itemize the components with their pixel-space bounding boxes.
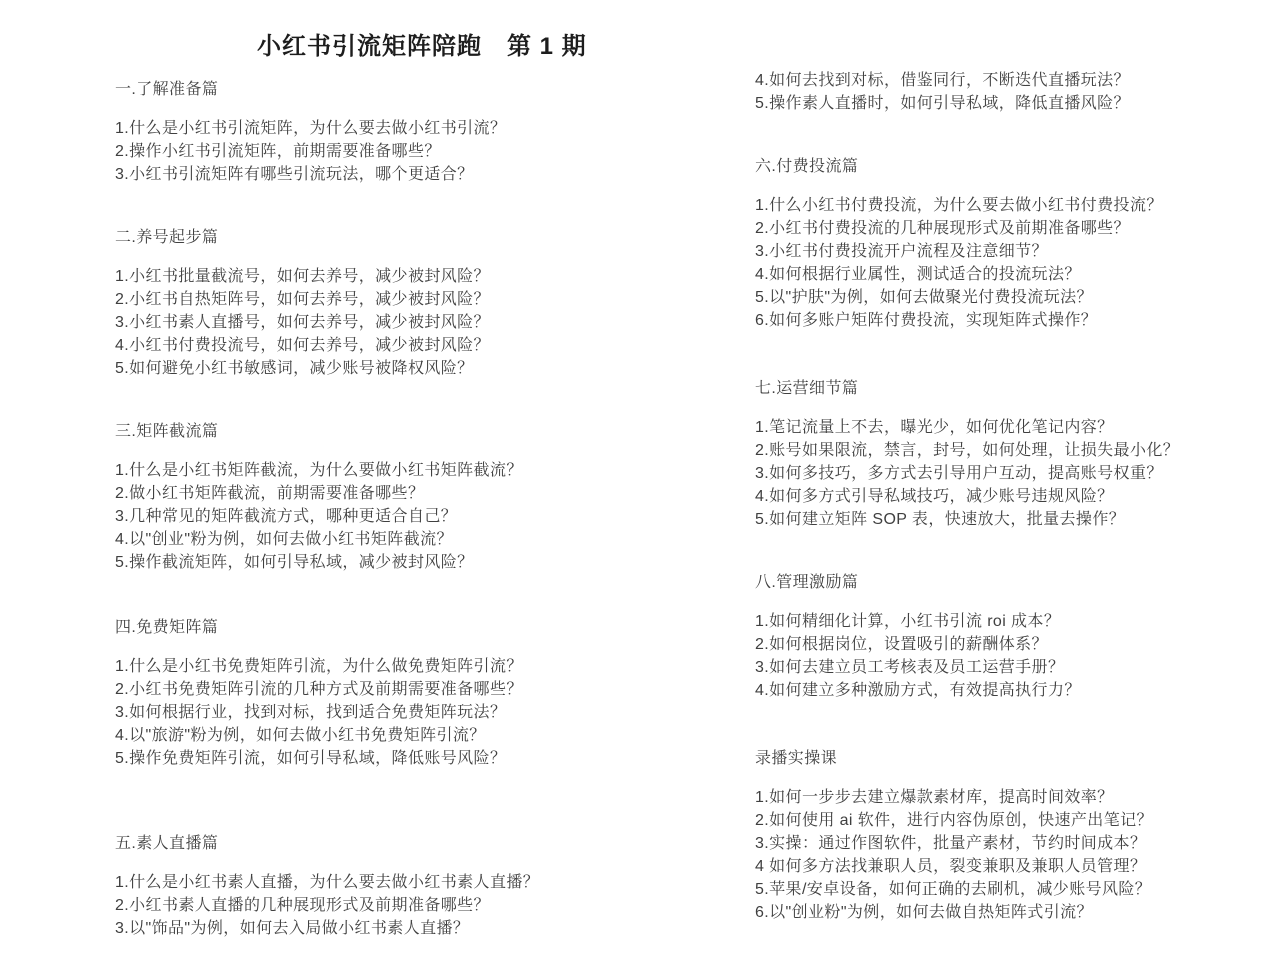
outline-item: 5.以"护肤"为例，如何去做聚光付费投流玩法？ [755, 289, 1093, 306]
outline-item: 1.如何一步步去建立爆款素材库，提高时间效率？ [755, 789, 1114, 806]
section-heading: 八.管理激励篇 [755, 574, 859, 591]
outline-item: 2.如何根据岗位，设置吸引的薪酬体系？ [755, 636, 1048, 653]
outline-item: 4.如何建立多种激励方式，有效提高执行力？ [755, 682, 1081, 699]
outline-item: 4.如何去找到对标，借鉴同行，不断迭代直播玩法？ [755, 72, 1130, 89]
section-heading: 六.付费投流篇 [755, 158, 859, 175]
outline-item: 1.什么是小红书矩阵截流，为什么要做小红书矩阵截流？ [115, 462, 523, 479]
outline-item: 2.小红书付费投流的几种展现形式及前期准备哪些？ [755, 220, 1130, 237]
outline-item: 4.以"旅游"粉为例，如何去做小红书免费矩阵引流？ [115, 727, 486, 744]
outline-item: 4 如何多方法找兼职人员，裂变兼职及兼职人员管理？ [755, 858, 1147, 875]
outline-item: 5.如何避免小红书敏感词，减少账号被降权风险？ [115, 360, 474, 377]
section-heading: 七.运营细节篇 [755, 380, 859, 397]
section-heading: 四.免费矩阵篇 [115, 619, 219, 636]
outline-item: 1.什么是小红书素人直播，为什么要去做小红书素人直播？ [115, 874, 540, 891]
outline-item: 2.小红书免费矩阵引流的几种方式及前期需要准备哪些？ [115, 681, 523, 698]
left-column [115, 78, 615, 940]
outline-item: 5.如何建立矩阵 SOP 表，快速放大，批量去操作？ [755, 511, 1126, 528]
outline-item: 3.小红书素人直播号，如何去养号，减少被封风险？ [115, 314, 490, 331]
outline-item: 2.如何使用 ai 软件，进行内容伪原创，快速产出笔记？ [755, 812, 1153, 829]
outline-item: 4.如何根据行业属性，测试适合的投流玩法？ [755, 266, 1081, 283]
outline-section [755, 69, 1255, 115]
section-heading: 二.养号起步篇 [115, 229, 219, 246]
page-title: 小红书引流矩阵陪跑 第 1 期 [257, 33, 587, 60]
outline-item: 2.账号如果限流，禁言，封号，如何处理，让损失最小化？ [755, 442, 1180, 459]
outline-section [755, 571, 1255, 702]
outline-item: 3.如何去建立员工考核表及员工运营手册？ [755, 659, 1065, 676]
outline-section [755, 377, 1255, 531]
outline-section [115, 616, 615, 770]
outline-item: 3.如何多技巧，多方式去引导用户互动，提高账号权重？ [755, 465, 1163, 482]
outline-item: 5.苹果/安卓设备，如何正确的去刷机，减少账号风险？ [755, 881, 1152, 898]
section-heading: 三.矩阵截流篇 [115, 423, 219, 440]
outline-item: 1.什么是小红书免费矩阵引流，为什么做免费矩阵引流？ [115, 658, 523, 675]
outline-item: 1.什么小红书付费投流，为什么要去做小红书付费投流？ [755, 197, 1163, 214]
right-column [755, 69, 1255, 924]
outline-item: 3.小红书引流矩阵有哪些引流玩法，哪个更适合？ [115, 166, 474, 183]
outline-item: 2.小红书素人直播的几种展现形式及前期准备哪些？ [115, 897, 490, 914]
outline-section [115, 420, 615, 574]
section-heading: 一.了解准备篇 [115, 81, 219, 98]
outline-item: 4.小红书付费投流号，如何去养号，减少被封风险？ [115, 337, 490, 354]
outline-item: 3.如何根据行业，找到对标，找到适合免费矩阵玩法？ [115, 704, 507, 721]
outline-section [755, 155, 1255, 332]
outline-item: 3.小红书付费投流开户流程及注意细节？ [755, 243, 1048, 260]
outline-item: 3.以"饰品"为例，如何去入局做小红书素人直播？ [115, 920, 470, 937]
outline-item: 1.笔记流量上不去，曝光少，如何优化笔记内容？ [755, 419, 1114, 436]
outline-item: 6.以"创业粉"为例，如何去做自热矩阵式引流？ [755, 904, 1093, 921]
outline-item: 2.操作小红书引流矩阵，前期需要准备哪些？ [115, 143, 441, 160]
section-heading: 五.素人直播篇 [115, 835, 219, 852]
outline-item: 1.什么是小红书引流矩阵，为什么要去做小红书引流？ [115, 120, 507, 137]
outline-item: 2.小红书自热矩阵号，如何去养号，减少被封风险？ [115, 291, 490, 308]
section-heading: 录播实操课 [755, 750, 838, 767]
outline-item: 5.操作免费矩阵引流，如何引导私域，降低账号风险？ [115, 750, 507, 767]
outline-item: 3.几种常见的矩阵截流方式，哪种更适合自己？ [115, 508, 458, 525]
outline-item: 1.小红书批量截流号，如何去养号，减少被封风险？ [115, 268, 490, 285]
outline-item: 3.实操：通过作图软件，批量产素材，节约时间成本？ [755, 835, 1147, 852]
outline-item: 4.以"创业"粉为例，如何去做小红书矩阵截流？ [115, 531, 453, 548]
outline-item: 5.操作素人直播时，如何引导私域，降低直播风险？ [755, 95, 1130, 112]
outline-section [115, 78, 615, 186]
outline-section [115, 226, 615, 380]
outline-item: 1.如何精细化计算，小红书引流 roi 成本？ [755, 613, 1061, 630]
outline-section [755, 747, 1255, 924]
outline-item: 2.做小红书矩阵截流，前期需要准备哪些？ [115, 485, 425, 502]
outline-item: 4.如何多方式引导私域技巧，减少账号违规风险？ [755, 488, 1114, 505]
outline-item: 6.如何多账户矩阵付费投流，实现矩阵式操作？ [755, 312, 1098, 329]
outline-section [115, 832, 615, 940]
outline-item: 5.操作截流矩阵，如何引导私域，减少被封风险？ [115, 554, 474, 571]
